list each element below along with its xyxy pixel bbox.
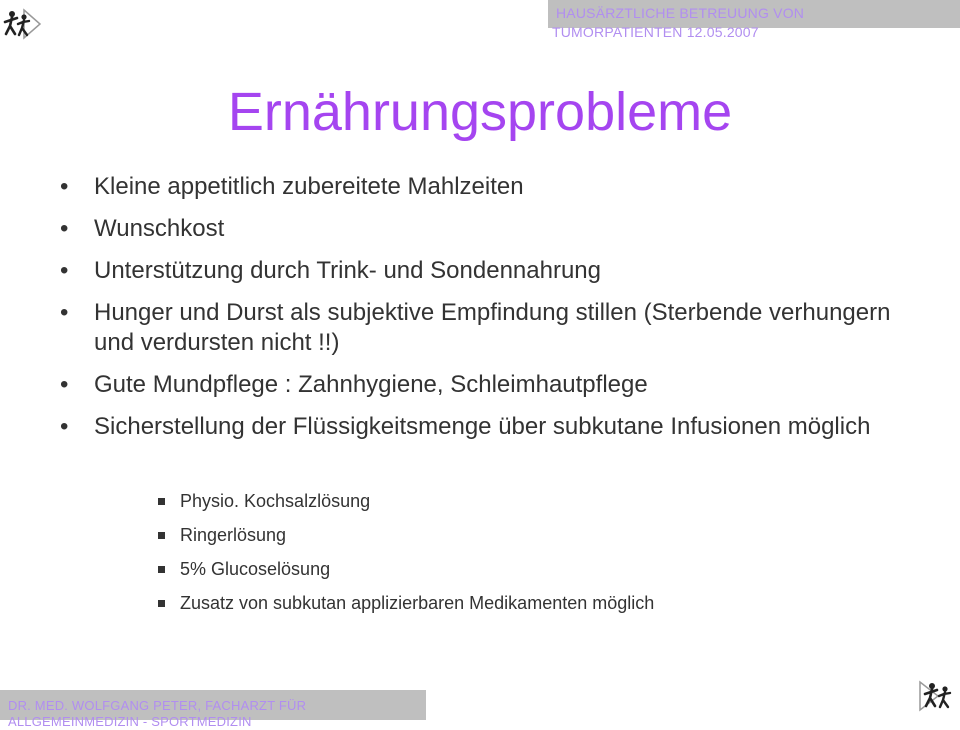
bullet-item xyxy=(60,214,920,244)
bullet-dot-icon: • xyxy=(60,371,69,398)
sub-bullet-item xyxy=(158,490,654,512)
bullet-dot-icon: • xyxy=(60,413,69,440)
sub-bullet-text: Zusatz von subkutan applizierbaren Medikamenten möglich xyxy=(180,593,655,613)
sub-bullet-item xyxy=(158,558,654,580)
header-text xyxy=(552,4,852,42)
footer-line-2: ALLGEMEINMEDIZIN - SPORTMEDIZIN xyxy=(8,714,252,729)
bullet-text: Hunger und Durst als subjektive Empfindung stillen (Sterbende verhungern und verdursten nicht !!) xyxy=(94,299,891,356)
bullet-item xyxy=(60,172,920,202)
square-bullet-icon xyxy=(158,600,165,607)
bullet-dot-icon: • xyxy=(60,173,69,200)
sub-bullet-item xyxy=(158,592,654,614)
square-bullet-icon xyxy=(158,498,165,505)
slide-title: Ernährungsprobleme xyxy=(227,82,733,142)
header-line-1: HAUSÄRZTLICHE BETREUUNG VON xyxy=(556,5,805,21)
header-line-2: TUMORPATIENTEN 12.05.2007 xyxy=(552,24,759,40)
bullet-text: Unterstützung durch Trink- und Sondennahrung xyxy=(94,257,601,284)
bullet-dot-icon: • xyxy=(60,215,69,242)
bullet-dot-icon: • xyxy=(60,257,69,284)
bullet-item xyxy=(60,412,920,442)
sub-bullet-text: Physio. Kochsalzlösung xyxy=(180,491,371,511)
running-figures-icon xyxy=(916,676,956,716)
square-bullet-icon xyxy=(158,566,165,573)
sub-bullet-text: Ringerlösung xyxy=(180,525,287,545)
square-bullet-icon xyxy=(158,532,165,539)
bullet-text: Gute Mundpflege : Zahnhygiene, Schleimhautpflege xyxy=(94,371,648,398)
bullet-item xyxy=(60,256,920,286)
running-figures-icon xyxy=(2,4,42,44)
bullet-dot-icon: • xyxy=(60,299,69,326)
footer-line-1: DR. MED. WOLFGANG PETER, FACHARZT FÜR xyxy=(8,698,307,713)
sub-bullet-text: 5% Glucoselösung xyxy=(180,559,331,579)
sub-bullet-item xyxy=(158,524,654,546)
bullet-item xyxy=(60,298,920,358)
bullet-text: Kleine appetitlich zubereitete Mahlzeiten xyxy=(94,173,524,200)
footer-text xyxy=(8,698,338,730)
bullet-item xyxy=(60,370,920,400)
bullet-text: Sicherstellung der Flüssigkeitsmenge über subkutane Infusionen möglich xyxy=(94,413,871,440)
bullet-text: Wunschkost xyxy=(94,215,225,242)
sub-bullet-list xyxy=(158,490,654,626)
bullet-list xyxy=(60,172,920,454)
